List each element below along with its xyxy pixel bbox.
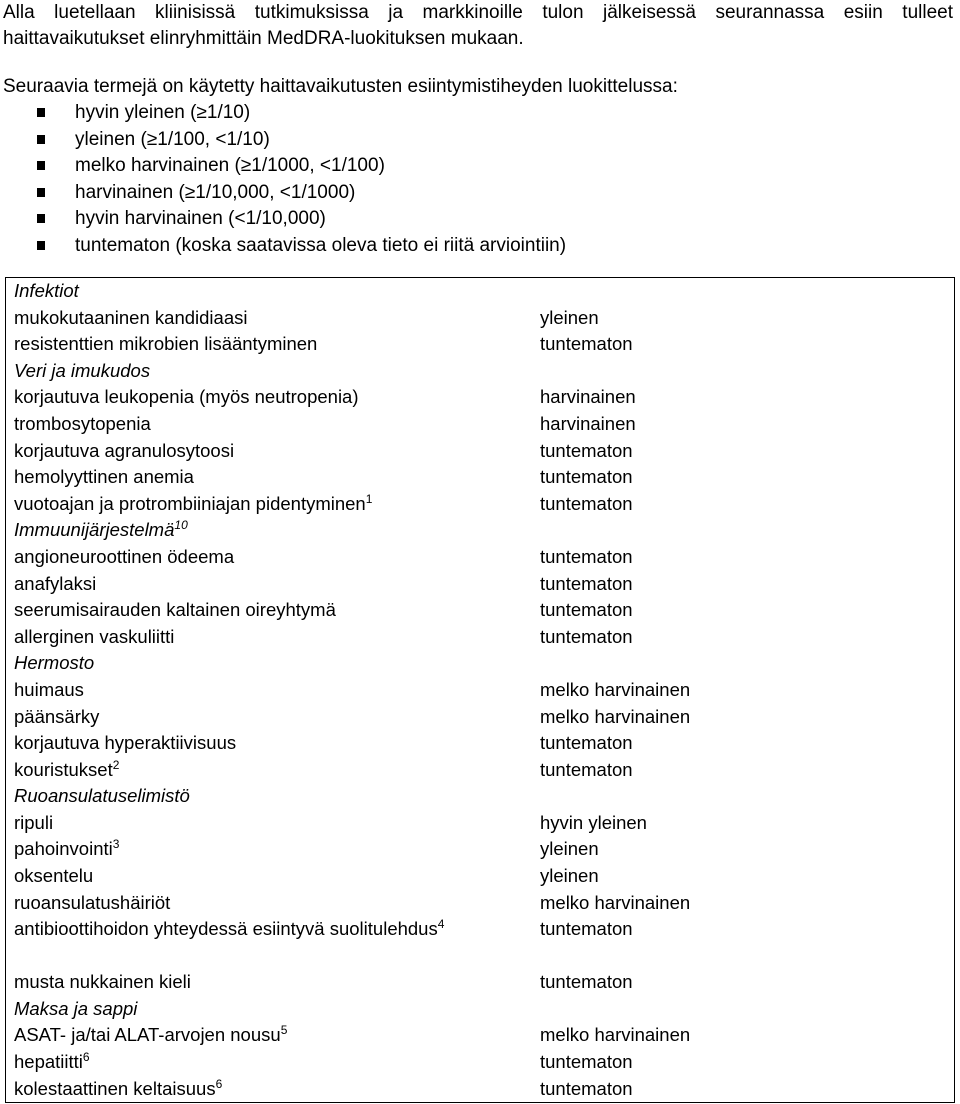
adverse-effect-term — [6, 597, 527, 624]
frequency-value: harvinainen — [540, 412, 636, 434]
term-text: mukokutaaninen kandidiaasi — [14, 306, 248, 328]
square-bullet-icon — [37, 214, 45, 223]
table-row — [6, 890, 955, 917]
term-text: huimaus — [14, 678, 84, 700]
term-text: Maksa ja sappi — [14, 997, 138, 1019]
frequency-value: tuntematon — [540, 1077, 633, 1099]
adverse-effect-term — [6, 544, 527, 571]
category-row — [6, 358, 955, 385]
square-bullet-icon — [37, 188, 45, 197]
organ-class-label — [6, 650, 527, 677]
table-row — [6, 677, 955, 704]
adverse-effect-term — [6, 624, 527, 651]
term-text: kolestaattinen keltaisuus — [14, 1077, 216, 1099]
frequency-value: hyvin yleinen — [540, 811, 647, 833]
frequency-value: yleinen — [540, 865, 599, 887]
adverse-effect-term — [6, 1076, 527, 1103]
table-row — [6, 544, 955, 571]
frequency-range: 1/1000, <1/100) — [251, 155, 385, 177]
table-row — [6, 863, 955, 890]
adverse-effect-term — [6, 331, 527, 358]
frequency-value: tuntematon — [540, 466, 633, 488]
intro-paragraph: Alla luetellaan kliinisissä tutkimuksissa ja markkinoille tulon jälkeisessä seurannassa esiin tulleet haittavaikutukset elinryhmittäin MedDRA-luokituksen mukaan. — [3, 2, 953, 49]
footnote-marker: 1 — [365, 491, 373, 506]
adverse-effect-term — [6, 571, 527, 598]
adverse-effect-term — [6, 491, 527, 518]
frequency-value: tuntematon — [540, 545, 633, 567]
term-text: allerginen vaskuliitti — [14, 625, 175, 647]
frequency-value: melko harvinainen — [540, 1024, 691, 1046]
square-bullet-icon — [37, 135, 45, 144]
organ-class-label — [6, 278, 527, 305]
square-bullet-icon — [37, 161, 45, 170]
organ-class-label — [6, 996, 527, 1023]
frequency-value: tuntematon — [540, 971, 633, 993]
greater-equal-symbol: ≥ — [196, 102, 207, 123]
greater-equal-symbol: ≥ — [184, 181, 196, 203]
term-text: hepatiitti — [14, 1051, 83, 1073]
frequency-intro-text: Seuraavia termejä on käytetty haittavaikutusten esiintymistiheyden luokittelussa: — [3, 76, 678, 97]
footnote-marker: 2 — [112, 757, 120, 772]
frequency-value: harvinainen — [540, 386, 636, 408]
term-text: trombosytopenia — [14, 412, 151, 434]
frequency-value: yleinen — [540, 838, 599, 860]
frequency-value — [526, 278, 955, 305]
frequency-value: tuntematon — [540, 625, 633, 647]
organ-class-label — [6, 783, 527, 810]
term-text: Ruoansulatuselimistö — [14, 785, 190, 807]
table-row — [6, 331, 955, 358]
frequency-name: harvinainen ( — [75, 181, 185, 203]
term-text: vuotoajan ja protrombiiniajan pidentyminen — [14, 492, 366, 514]
frequency-value: melko harvinainen — [540, 891, 691, 913]
term-text: ruoansulatushäiriöt — [14, 891, 171, 913]
adverse-effect-term — [6, 969, 527, 996]
frequency-value: tuntematon — [540, 572, 633, 594]
frequency-value — [526, 650, 955, 677]
table-row — [6, 597, 955, 624]
adverse-effects-table-body — [6, 278, 955, 1103]
term-text: Veri ja imukudos — [14, 359, 151, 381]
term-text: antibioottihoidon yhteydessä esiintyvä suolitulehdus — [14, 918, 438, 940]
term-text: hemolyyttinen anemia — [14, 466, 194, 488]
frequency-definition-item — [3, 153, 678, 180]
table-row — [6, 411, 955, 438]
frequency-definitions-section — [3, 74, 678, 260]
frequency-definition-item — [3, 206, 678, 233]
frequency-definition-list — [3, 100, 678, 260]
frequency-value: tuntematon — [540, 333, 633, 355]
adverse-effect-term — [6, 384, 527, 411]
frequency-name: hyvin harvinainen (<1/10,000) — [75, 208, 326, 230]
organ-class-label — [6, 358, 527, 385]
adverse-effect-term — [6, 730, 527, 757]
frequency-value: tuntematon — [540, 439, 633, 461]
frequency-value — [526, 517, 955, 544]
table-row — [6, 438, 955, 465]
term-text: ripuli — [14, 811, 54, 833]
table-row — [6, 1076, 955, 1103]
table-row — [6, 704, 955, 731]
category-row — [6, 783, 955, 810]
frequency-name: yleinen ( — [75, 128, 147, 150]
table-row — [6, 810, 955, 837]
frequency-value — [526, 783, 955, 810]
frequency-definition-item — [3, 127, 678, 154]
frequency-definition-item — [3, 233, 678, 260]
adverse-effect-term — [6, 836, 527, 863]
term-text: kouristukset — [14, 758, 113, 780]
table-row — [6, 969, 955, 996]
greater-equal-symbol: ≥ — [240, 155, 252, 177]
term-text: ASAT- ja/tai ALAT-arvojen nousu — [14, 1024, 281, 1046]
frequency-value: tuntematon — [540, 732, 633, 754]
table-row — [6, 836, 955, 863]
term-text: oksentelu — [14, 865, 94, 887]
term-text: seerumisairauden kaltainen oireyhtymä — [14, 599, 336, 621]
adverse-effect-term — [6, 411, 527, 438]
table-row — [6, 384, 955, 411]
footnote-marker: 3 — [112, 837, 120, 852]
category-row — [6, 996, 955, 1023]
frequency-value: melko harvinainen — [540, 678, 691, 700]
adverse-effect-term — [6, 305, 527, 332]
frequency-value: tuntematon — [540, 758, 633, 780]
square-bullet-icon — [37, 108, 45, 117]
footnote-marker: 4 — [437, 917, 445, 932]
category-row — [6, 650, 955, 677]
adverse-effect-term — [6, 863, 527, 890]
adverse-effect-term — [6, 810, 527, 837]
frequency-range: 1/100, <1/10) — [157, 128, 270, 150]
frequency-range: 1/10) — [206, 102, 251, 123]
term-text: resistenttien mikrobien lisääntyminen — [14, 333, 318, 355]
footnote-marker: 10 — [174, 518, 188, 533]
frequency-name: tuntematon (koska saatavissa oleva tieto ei riitä arviointiin) — [75, 234, 567, 256]
category-row — [6, 278, 955, 305]
frequency-range: 1/10,000, <1/1000) — [195, 181, 356, 203]
table-row — [6, 305, 955, 332]
term-text: angioneuroottinen ödeema — [14, 545, 235, 567]
frequency-value: yleinen — [540, 306, 599, 328]
term-text: korjautuva agranulosytoosi — [14, 439, 235, 461]
table-row — [6, 464, 955, 491]
adverse-effects-table — [5, 277, 955, 1103]
adverse-effect-term — [6, 704, 527, 731]
adverse-effect-term — [6, 890, 527, 917]
frequency-value: tuntematon — [540, 599, 633, 621]
adverse-effect-term — [6, 757, 527, 784]
table-row — [6, 730, 955, 757]
frequency-definition-item — [3, 180, 678, 207]
term-text: Hermosto — [14, 652, 95, 674]
square-bullet-icon — [37, 241, 45, 250]
table-row — [6, 757, 955, 784]
frequency-value — [526, 996, 955, 1023]
term-text: korjautuva hyperaktiivisuus — [14, 732, 237, 754]
adverse-effect-term — [6, 1049, 527, 1076]
adverse-effect-term — [6, 464, 527, 491]
adverse-effect-term — [6, 438, 527, 465]
category-row — [6, 517, 955, 544]
table-row — [6, 916, 955, 969]
term-text: pahoinvointi — [14, 838, 113, 860]
term-text: Infektiot — [14, 280, 79, 301]
term-text: musta nukkainen kieli — [14, 971, 191, 993]
term-text: anafylaksi — [14, 572, 97, 594]
frequency-value — [526, 358, 955, 385]
table-row — [6, 1049, 955, 1076]
term-text: korjautuva leukopenia (myös neutropenia) — [14, 386, 359, 408]
frequency-value: melko harvinainen — [540, 705, 691, 727]
frequency-value: tuntematon — [540, 918, 633, 940]
frequency-name: melko harvinainen ( — [75, 155, 241, 177]
footnote-marker: 6 — [215, 1076, 223, 1091]
frequency-value: tuntematon — [540, 492, 633, 514]
term-text: Immuunijärjestelmä — [14, 519, 175, 541]
adverse-effect-term — [6, 677, 527, 704]
greater-equal-symbol: ≥ — [146, 128, 158, 150]
table-row — [6, 624, 955, 651]
footnote-marker: 5 — [280, 1023, 288, 1038]
table-row — [6, 1022, 955, 1049]
frequency-value: tuntematon — [540, 1051, 633, 1073]
adverse-effect-term — [6, 916, 527, 969]
footnote-marker: 6 — [82, 1049, 90, 1064]
organ-class-label — [6, 517, 527, 544]
frequency-definition-item — [3, 100, 678, 127]
frequency-name: hyvin yleinen ( — [75, 102, 197, 123]
adverse-effect-term — [6, 1022, 527, 1049]
table-row — [6, 491, 955, 518]
table-row — [6, 571, 955, 598]
term-text: päänsärky — [14, 705, 100, 727]
